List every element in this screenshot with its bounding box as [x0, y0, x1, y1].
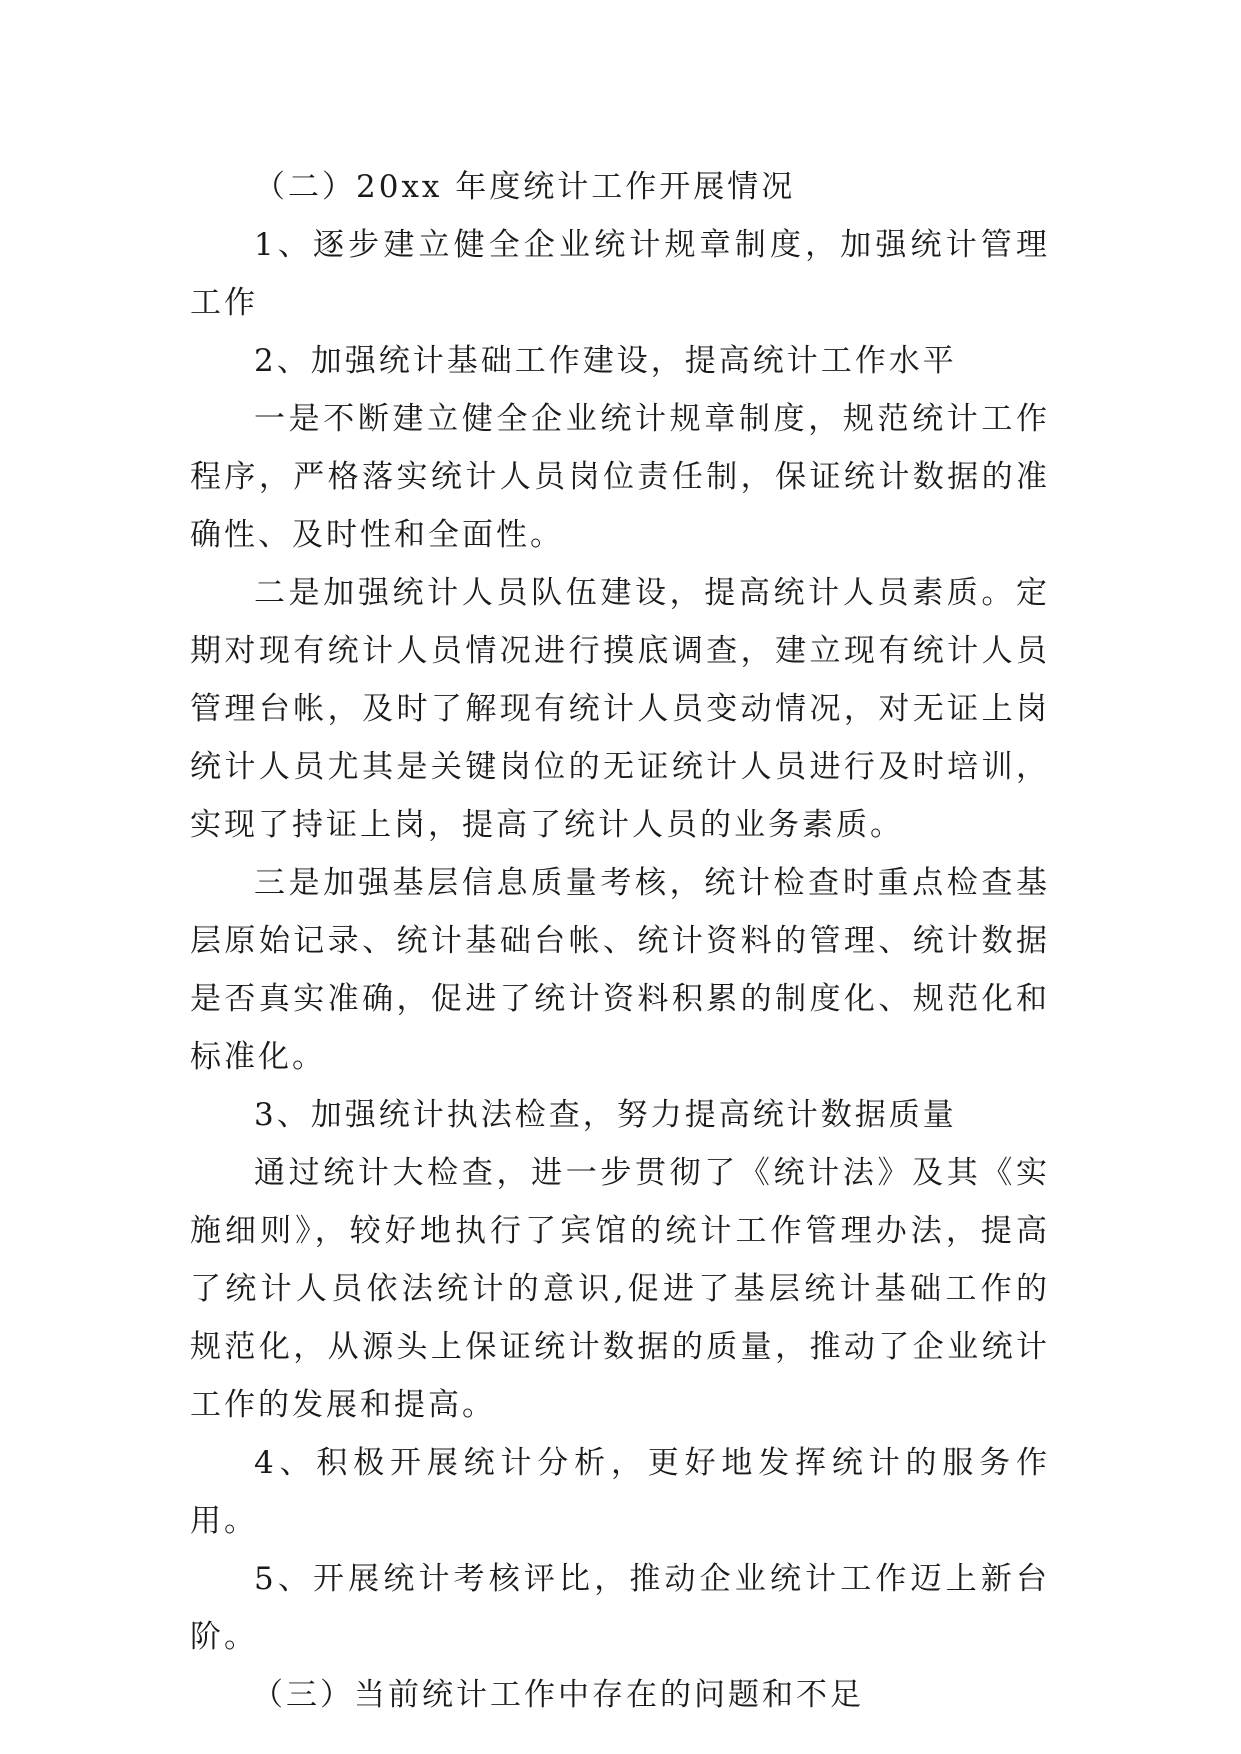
section-heading-2: （二）20xx 年度统计工作开展情况 [254, 169, 796, 205]
item-2-heading: 2、加强统计基础工作建设，提高统计工作水平 [254, 343, 957, 379]
paragraph-law-enforcement: 通过统计大检查，进一步贯彻了《统计法》及其《实施细则》，较好地执行了宾馆的统计工作管理办法，提高了统计人员依法统计的意识,促进了基层统计基础工作的规范化，从源头上保证统计数据的质量，推动了企业统计工作的发展和提高。 [190, 1155, 1050, 1423]
paragraph-second-point: 二是加强统计人员队伍建设，提高统计人员素质。定期对现有统计人员情况进行摸底调查，建立现有统计人员管理台帐，及时了解现有统计人员变动情况，对无证上岗统计人员尤其是关键岗位的无证统计人员进行及时培训，实现了持证上岗，提高了统计人员的业务素质。 [190, 575, 1050, 843]
item-3-heading: 3、加强统计执法检查，努力提高统计数据质量 [254, 1097, 957, 1133]
document-body [190, 158, 1050, 1724]
item-5-heading: 5、开展统计考核评比，推动企业统计工作迈上新台阶。 [190, 1561, 1050, 1655]
item-1-heading: 1、逐步建立健全企业统计规章制度，加强统计管理工作 [190, 227, 1050, 321]
item-4-heading: 4、积极开展统计分析，更好地发挥统计的服务作用。 [190, 1445, 1050, 1539]
paragraph-third-point: 三是加强基层信息质量考核，统计检查时重点检查基层原始记录、统计基础台帐、统计资料的管理、统计数据是否真实准确，促进了统计资料积累的制度化、规范化和标准化。 [190, 865, 1050, 1075]
section-heading-3: （三）当前统计工作中存在的问题和不足 [252, 1677, 864, 1713]
paragraph-first-point: 一是不断建立健全企业统计规章制度，规范统计工作程序，严格落实统计人员岗位责任制，保证统计数据的准确性、及时性和全面性。 [190, 401, 1050, 553]
